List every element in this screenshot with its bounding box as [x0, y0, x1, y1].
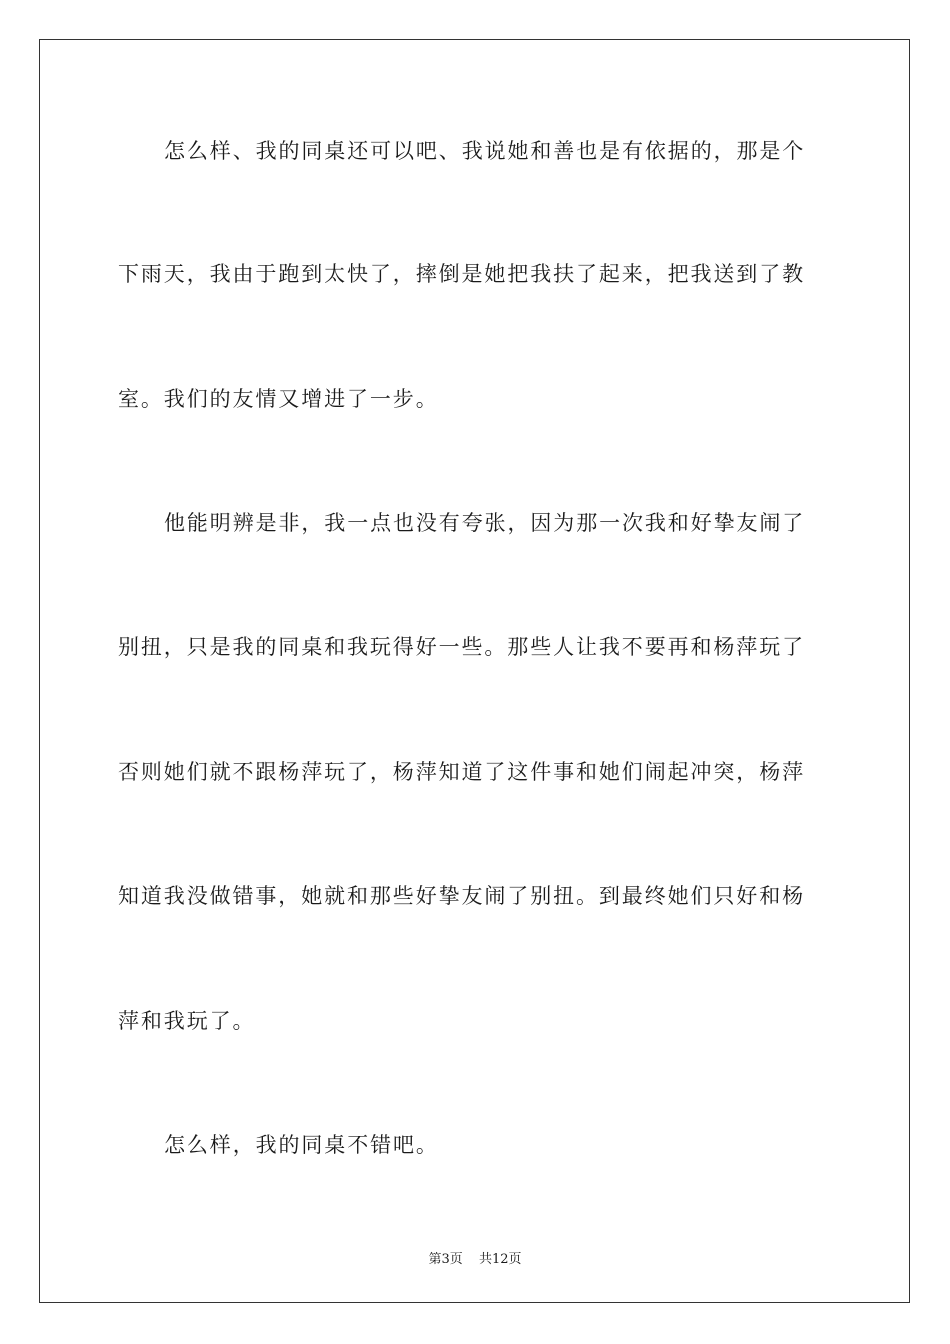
- paragraph-line: 知道我没做错事，她就和那些好挚友闹了别扭。到最终她们只好和杨: [118, 884, 805, 908]
- page-border: [39, 39, 910, 1303]
- paragraph-line: 怎么样、我的同桌还可以吧、我说她和善也是有依据的，那是个: [164, 139, 806, 163]
- paragraph-line: 萍和我玩了。: [118, 1009, 256, 1033]
- paragraph-line: 别扭，只是我的同桌和我玩得好一些。那些人让我不要再和杨萍玩了: [118, 635, 805, 659]
- paragraph-line: 他能明辨是非，我一点也没有夸张，因为那一次我和好挚友闹了: [164, 511, 806, 535]
- paragraph-line: 否则她们就不跟杨萍玩了，杨萍知道了这件事和她们闹起冲突，杨萍: [118, 760, 805, 784]
- page-footer: [0, 1248, 950, 1267]
- page-number: 第3页: [428, 1252, 463, 1267]
- paragraph-line: 下雨天，我由于跑到太快了，摔倒是她把我扶了起来，把我送到了教: [118, 262, 805, 286]
- paragraph-line: 怎么样，我的同桌不错吧。: [164, 1133, 439, 1157]
- page-total: 共12页: [478, 1252, 522, 1267]
- paragraph-line: 室。我们的友情又增进了一步。: [118, 387, 439, 411]
